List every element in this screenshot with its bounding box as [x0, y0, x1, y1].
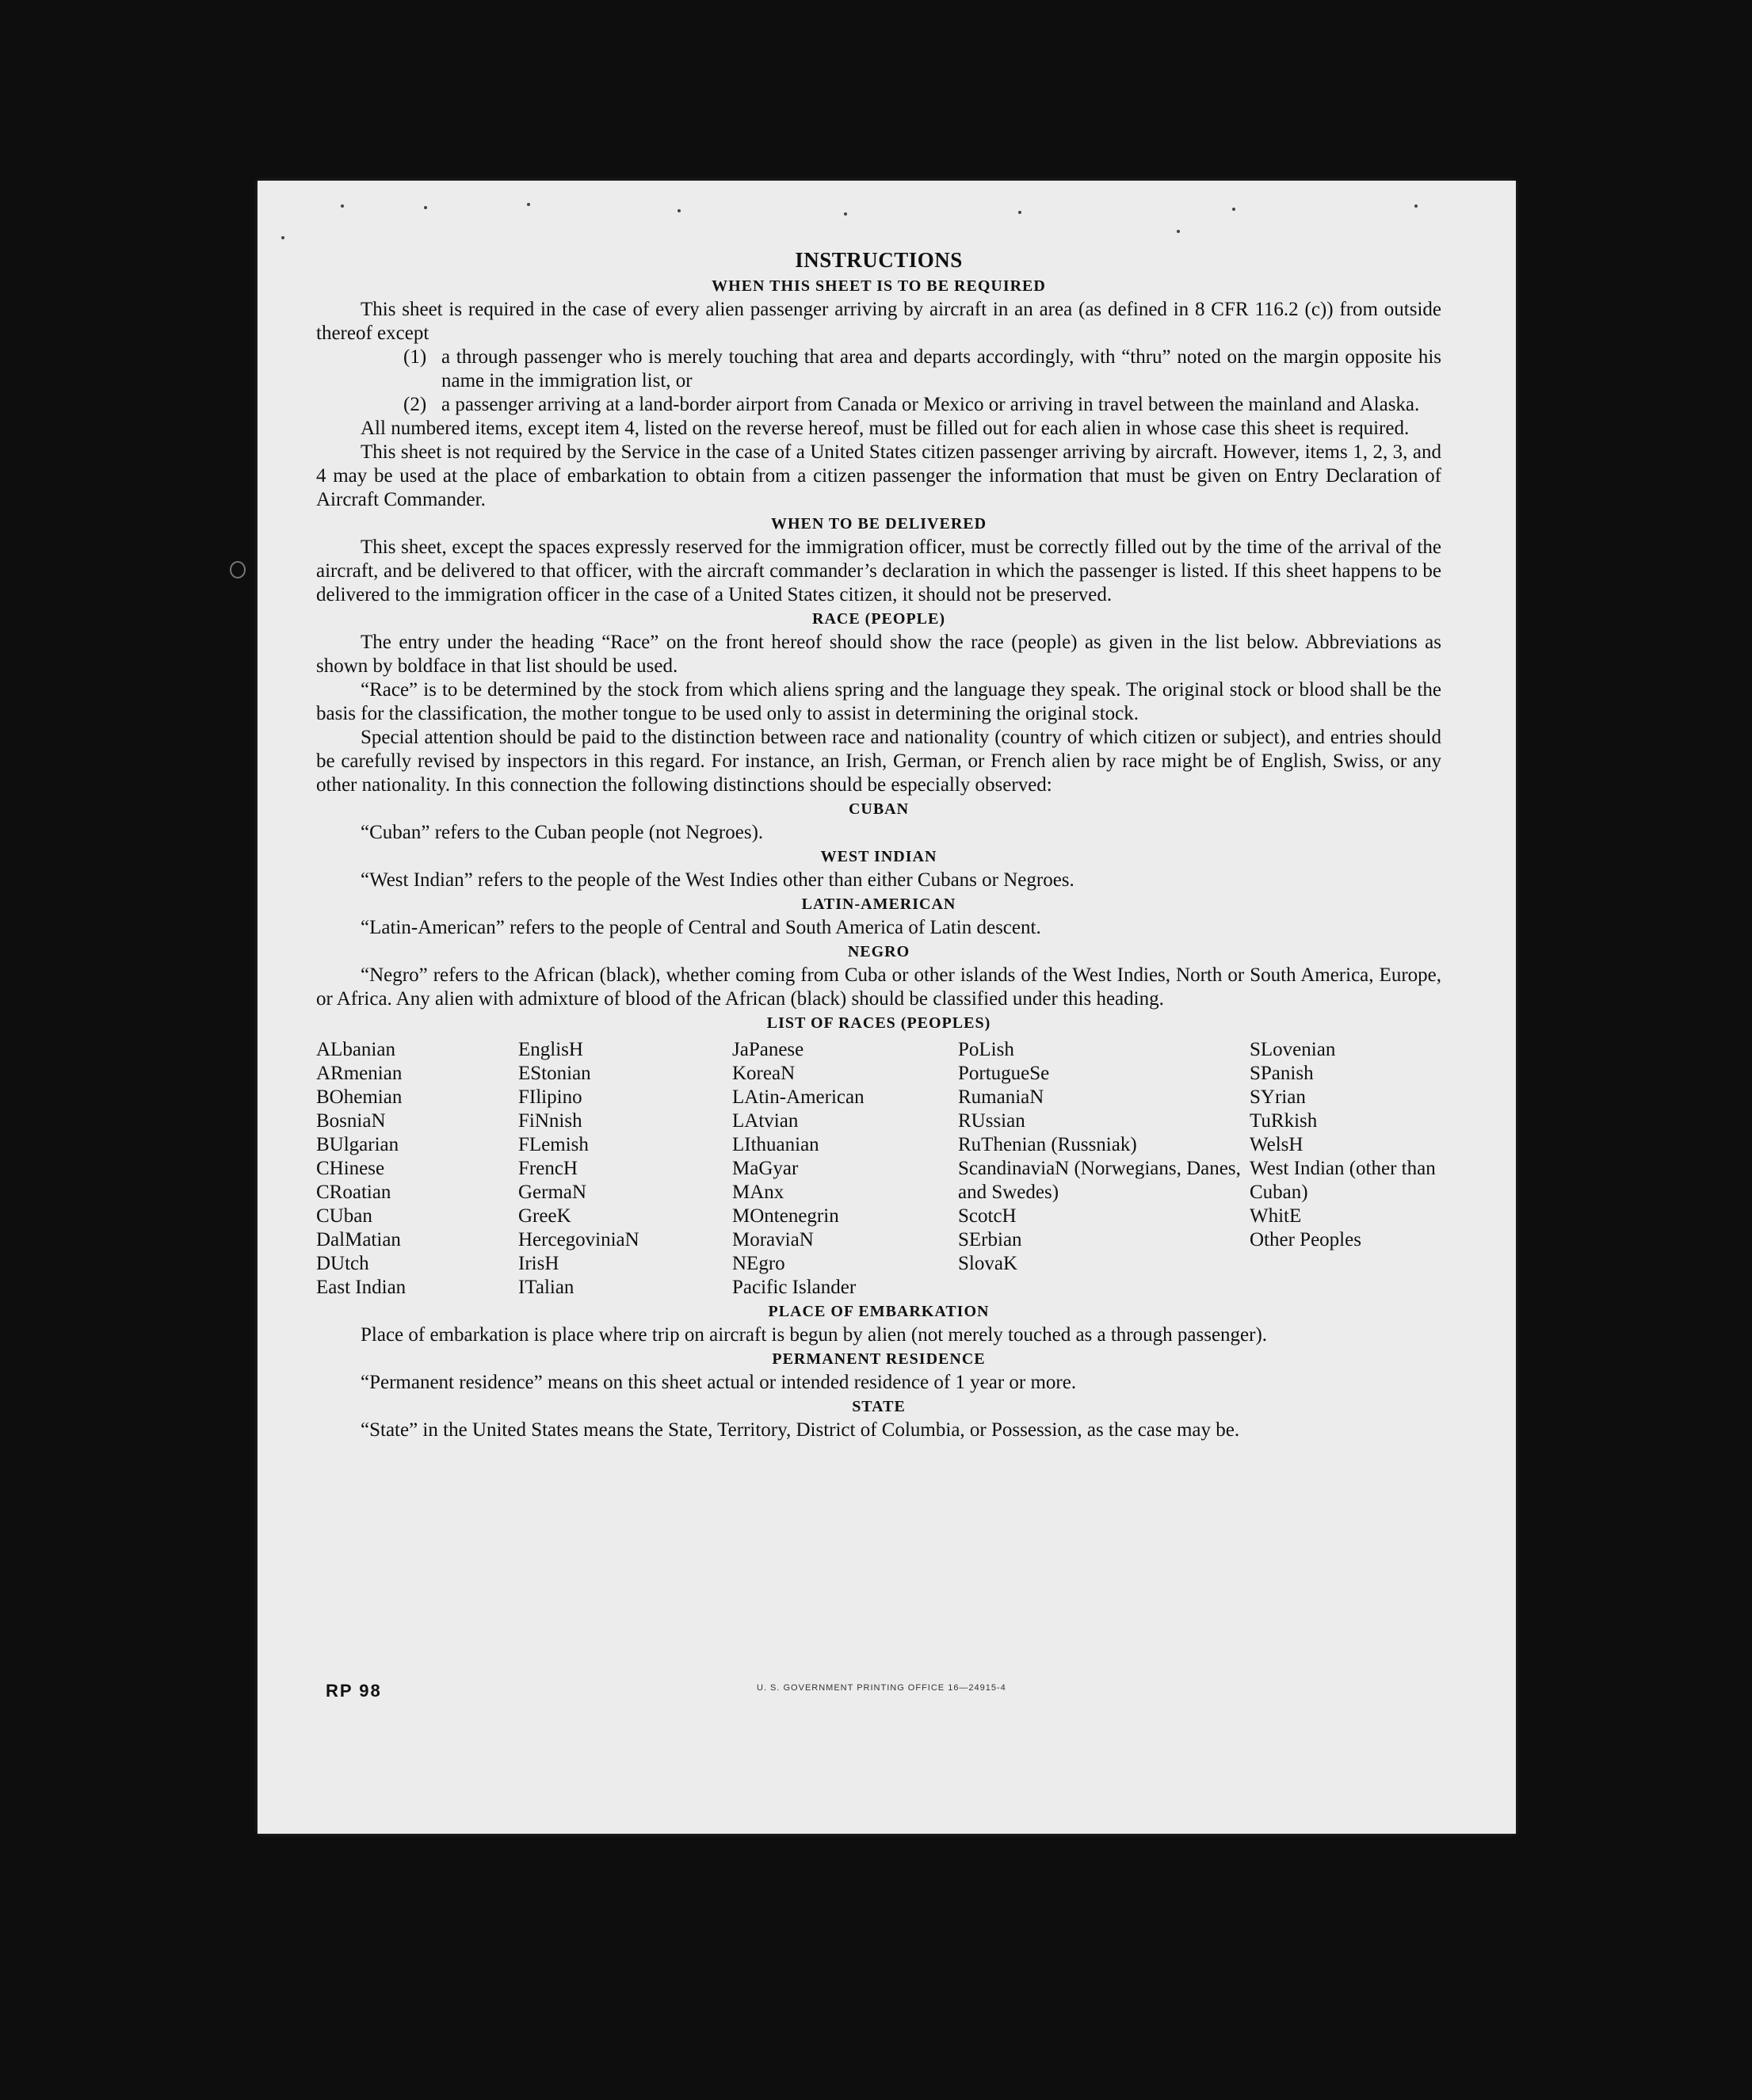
race-entry: LIthuanian [732, 1134, 819, 1155]
race-entry: GermaN [518, 1182, 587, 1203]
race-entry: BUlgarian [316, 1134, 399, 1155]
race-column-2 [518, 1038, 732, 1300]
race-column-5 [1250, 1038, 1456, 1300]
printer-imprint: U. S. GOVERNMENT PRINTING OFFICE 16—24915-4 [757, 1683, 1006, 1693]
race-entry: MoraviaN [732, 1229, 814, 1250]
heading-embarkation: PLACE OF EMBARKATION [768, 1303, 990, 1320]
residence-text: “Permanent residence” means on this sheet actual or intended residence of 1 year or more. [361, 1372, 1077, 1393]
race-entry: PortugueSe [958, 1063, 1050, 1084]
race-entry: FLemish [518, 1134, 589, 1155]
race-entry: MAnx [732, 1182, 784, 1203]
race-entry: CUban [316, 1205, 372, 1227]
race-entry: IrisH [518, 1253, 559, 1274]
race-entry: TuRkish [1250, 1110, 1318, 1132]
race-entry: WhitE [1250, 1205, 1302, 1227]
race-entry: CHinese [316, 1158, 385, 1179]
item-text: a passenger arriving at a land-border airport from Canada or Mexico or arriving in travel between the mainland and Alaska. [441, 394, 1420, 415]
race-entry: PoLish [958, 1039, 1014, 1060]
body-flow [316, 274, 1441, 1442]
item-text: a through passenger who is merely touching that area and departs accordingly, with “thru” noted on the margin opposite his name in the immigration list, or [441, 346, 1441, 391]
state-text: “State” in the United States means the State, Territory, District of Columbia, or Possession, as the case may be. [361, 1419, 1240, 1441]
race-entry: MOntenegrin [732, 1205, 839, 1227]
race-entry: ScotcH [958, 1205, 1017, 1227]
numbered-items-paragraph: All numbered items, except item 4, listed on the reverse hereof, must be filled out for each alien in whose case this sheet is required. [361, 418, 1410, 439]
race-paragraph-2: “Race” is to be determined by the stock from which aliens spring and the language they speak. The original stock or blood shall be the basis for the classification, the mother tongue to be used only to assist in determining the original stock. [316, 679, 1441, 724]
punch-hole-mark [230, 561, 246, 578]
race-entry: GreeK [518, 1205, 571, 1227]
instruction-sheet [258, 181, 1516, 1834]
race-column-4 [958, 1038, 1250, 1300]
race-entry: EnglisH [518, 1039, 583, 1060]
latin-american-text: “Latin-American” refers to the people of Central and South America of Latin descent. [361, 917, 1041, 938]
race-entry: BosniaN [316, 1110, 386, 1132]
race-entry: West Indian (other than Cuban) [1250, 1158, 1436, 1203]
race-column-3 [732, 1038, 958, 1300]
item-number: (1) [403, 346, 427, 368]
race-entry: FrencH [518, 1158, 578, 1179]
race-entry: HercegoviniaN [518, 1229, 639, 1250]
race-entry: EStonian [518, 1063, 591, 1084]
exception-item [403, 393, 1441, 417]
cuban-text: “Cuban” refers to the Cuban people (not Negroes). [361, 822, 764, 843]
race-entry: SYrian [1250, 1086, 1306, 1108]
race-paragraph-3: Special attention should be paid to the distinction between race and nationality (country of which citizen or subject), and entries should be carefully revised by inspectors in this regard. For instance, an Irish, German, or French alien by race might be of English, Swiss, or any other nationality. In this connection the following distinctions should be especially observed: [316, 727, 1441, 796]
race-paragraph-1: The entry under the heading “Race” on the front hereof should show the race (people) as given in the list below. Abbreviations as shown by boldface in that list should be used. [316, 632, 1441, 677]
race-entry: KoreaN [732, 1063, 796, 1084]
race-entry: CRoatian [316, 1182, 391, 1203]
form-number: RP 98 [326, 1681, 382, 1701]
page-title: INSTRUCTIONS [795, 248, 963, 272]
race-entry: RumaniaN [958, 1086, 1044, 1108]
heading-list-of-races: LIST OF RACES (PEOPLES) [766, 1014, 991, 1032]
race-entry: East Indian [316, 1277, 407, 1298]
race-entry: DalMatian [316, 1229, 401, 1250]
heading-when-delivered: WHEN TO BE DELIVERED [770, 515, 987, 533]
race-entry: RuThenian (Russniak) [958, 1134, 1137, 1155]
race-entry: SPanish [1250, 1063, 1314, 1084]
race-entry: RUssian [958, 1110, 1025, 1132]
race-entry: SlovaK [958, 1253, 1017, 1274]
race-entry: SErbian [958, 1229, 1022, 1250]
when-required-intro: This sheet is required in the case of every alien passenger arriving by aircraft in an area (as defined in 8 CFR 116.2 (c)) from outside thereof except [316, 299, 1441, 344]
race-entry: Other Peoples [1250, 1229, 1361, 1250]
race-entry: SLovenian [1250, 1039, 1336, 1060]
race-entry: LAtvian [732, 1110, 799, 1132]
heading-latin-american: LATIN-AMERICAN [801, 895, 956, 913]
race-entry: FIlipino [518, 1086, 582, 1108]
race-entry: ALbanian [316, 1039, 395, 1060]
race-entry: DUtch [316, 1253, 369, 1274]
embarkation-text: Place of embarkation is place where trip on aircraft is begun by alien (not merely touched as a through passenger). [361, 1324, 1268, 1346]
race-entry: FiNnish [518, 1110, 582, 1132]
heading-residence: PERMANENT RESIDENCE [772, 1350, 986, 1368]
race-entry: MaGyar [732, 1158, 799, 1179]
heading-when-required: WHEN THIS SHEET IS TO BE REQUIRED [712, 277, 1046, 295]
race-entry: WelsH [1250, 1134, 1304, 1155]
citizen-paragraph: This sheet is not required by the Service in the case of a United States citizen passenger arriving by aircraft. However, items 1, 2, 3, and 4 may be used at the place of embarkation to obtain from a citizen passenger the information that must be given on Entry Declaration of Aircraft Commander. [316, 441, 1441, 510]
when-delivered-text: This sheet, except the spaces expressly reserved for the immigration officer, must be correctly filled out by the time of the arrival of the aircraft, and be delivered to that officer, with the aircraft commander’s declaration in which the passenger is listed. If this sheet happens to be delivered to the immigration officer in the case of a United States citizen, it should not be preserved. [316, 536, 1441, 605]
heading-west-indian: WEST INDIAN [820, 848, 937, 865]
race-entry: ScandinaviaN (Norwegians, Danes, and Swedes) [958, 1158, 1241, 1203]
heading-cuban: CUBAN [848, 800, 910, 818]
exception-item [403, 346, 1441, 393]
item-number: (2) [403, 394, 427, 415]
race-column-1 [316, 1038, 518, 1300]
negro-text: “Negro” refers to the African (black), whether coming from Cuba or other islands of the West Indies, North or South America, Europe, or Africa. Any alien with admixture of blood of the African (black) should be classified under this heading. [316, 964, 1441, 1010]
race-entry: JaPanese [732, 1039, 804, 1060]
race-entry: ARmenian [316, 1063, 403, 1084]
race-entry: ITalian [518, 1277, 574, 1298]
race-entry: NEgro [732, 1253, 785, 1274]
race-list [316, 1038, 1441, 1300]
heading-race: RACE (PEOPLE) [812, 610, 945, 628]
race-entry: Pacific Islander [732, 1277, 857, 1298]
west-indian-text: “West Indian” refers to the people of the West Indies other than either Cubans or Negroes. [361, 869, 1074, 891]
race-entry: LAtin-American [732, 1086, 865, 1108]
race-entry: BOhemian [316, 1086, 403, 1108]
heading-state: STATE [852, 1398, 906, 1415]
heading-negro: NEGRO [847, 943, 910, 960]
